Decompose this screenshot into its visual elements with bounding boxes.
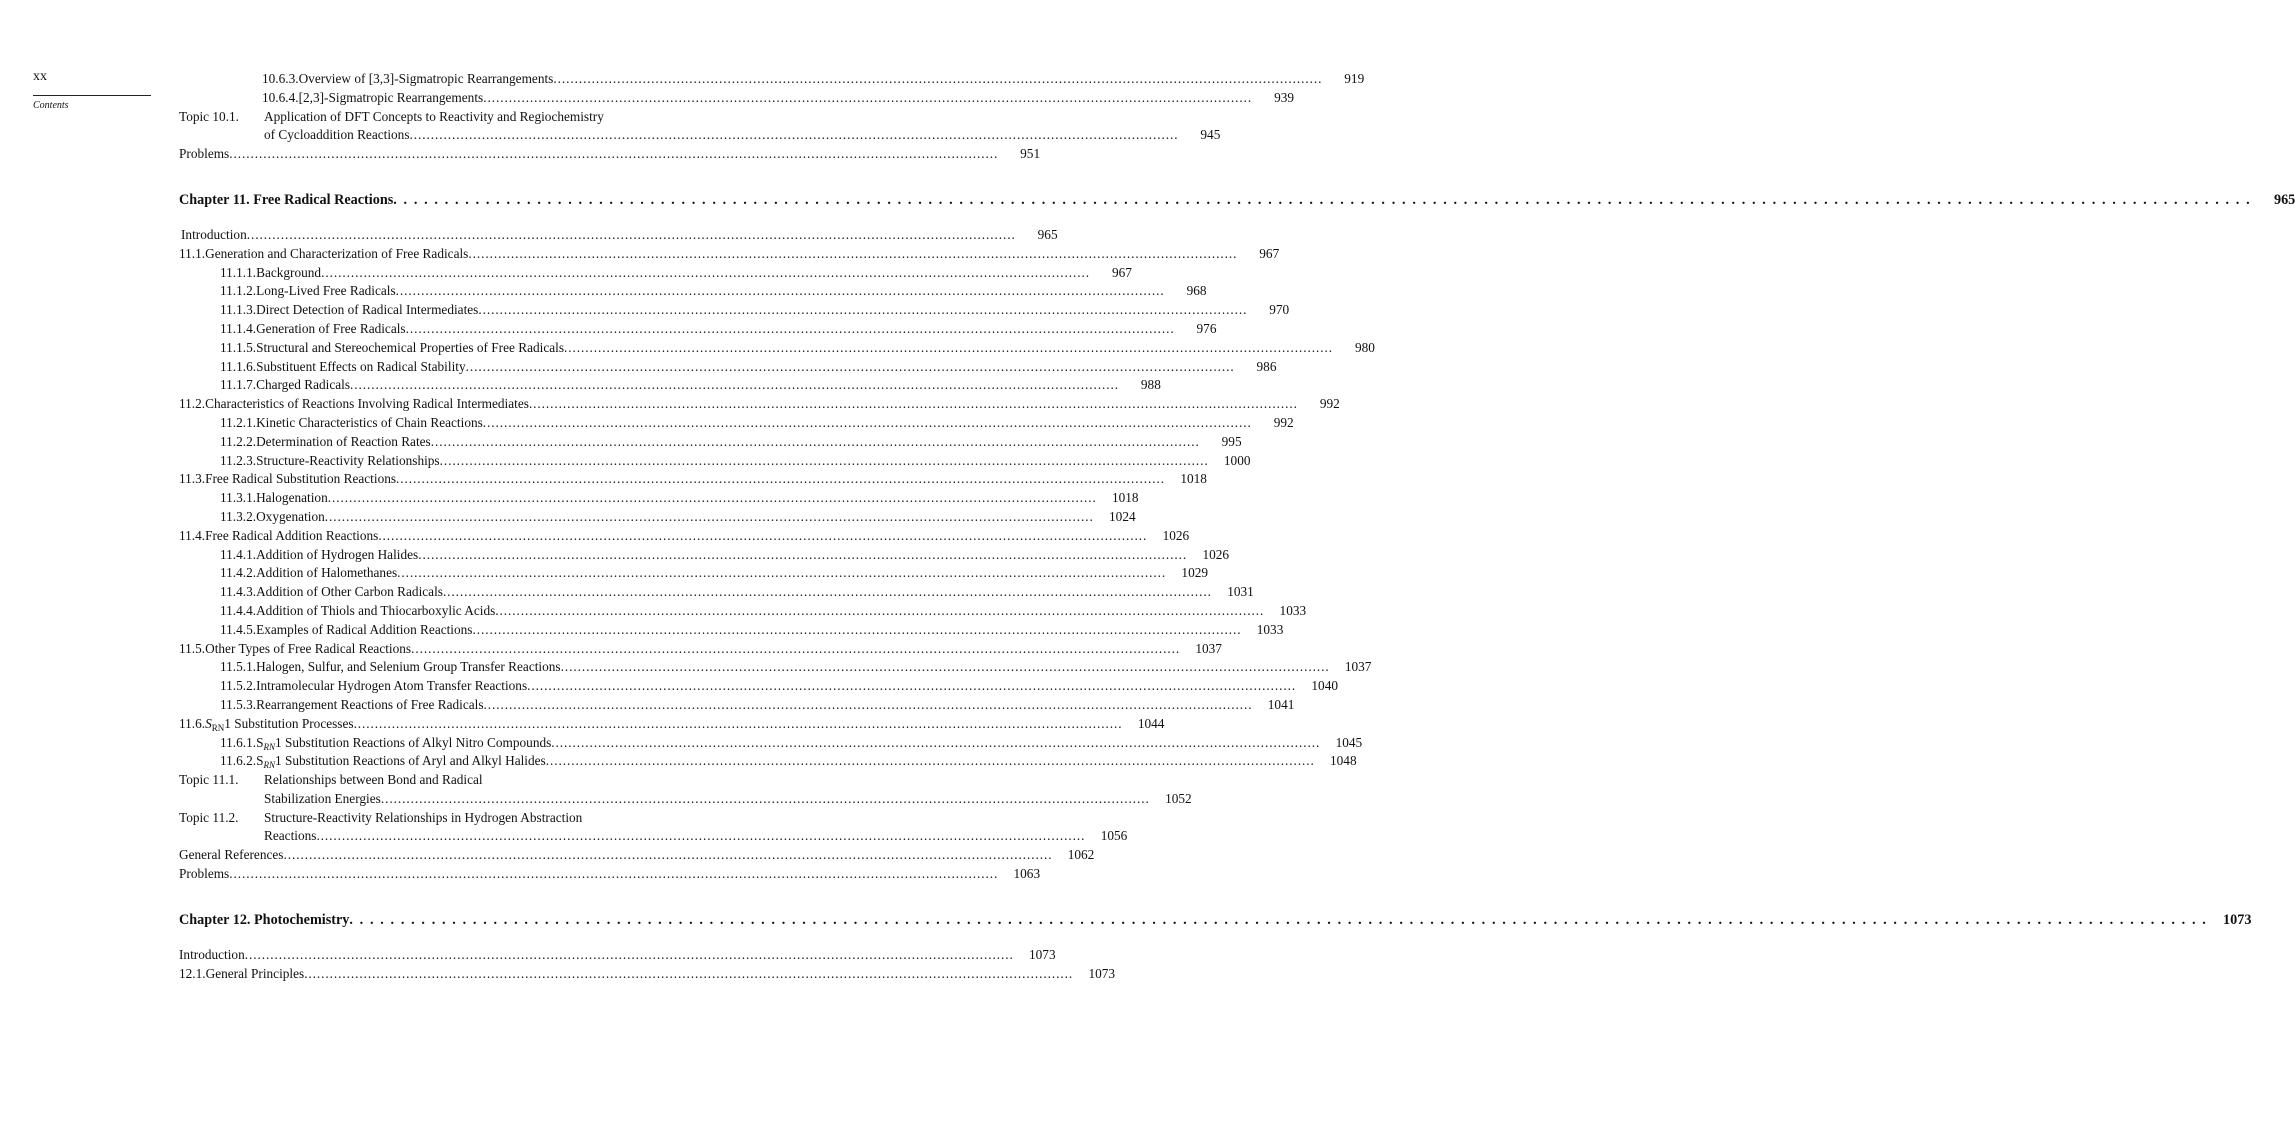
page-folio: xx xyxy=(33,69,47,84)
toc-general-references xyxy=(179,846,1095,865)
toc-title: [2,3]-Sigmatropic Rearrangements xyxy=(298,89,484,105)
toc-page: 1029 xyxy=(1181,565,1209,581)
toc-title: Reactions xyxy=(264,828,317,844)
toc-page: 1044 xyxy=(1137,715,1165,731)
toc-entry xyxy=(179,640,1222,659)
toc-entry-11-6 xyxy=(179,715,1165,734)
leader-dots xyxy=(406,320,1173,339)
toc-page: 1037 xyxy=(1195,640,1222,656)
toc-entry xyxy=(179,696,1295,715)
leader-dots xyxy=(468,245,1235,264)
toc-title: Other Types of Free Radical Reactions xyxy=(205,640,412,656)
toc-page: 988 xyxy=(1140,377,1161,393)
toc-num: 11.4.2. xyxy=(220,565,257,581)
leader-dots xyxy=(411,640,1178,659)
leader-dots xyxy=(325,508,1092,527)
toc-entry xyxy=(179,946,1056,965)
toc-page: 1048 xyxy=(1330,753,1357,769)
srn-s: S xyxy=(205,715,212,731)
toc-topic-11-2-line1 xyxy=(179,809,741,828)
leader-dots xyxy=(484,696,1251,715)
toc-title: Problems xyxy=(179,146,230,162)
toc-page: 1040 xyxy=(1311,678,1338,694)
toc-topic-11-1-line1 xyxy=(179,771,741,790)
toc-entry xyxy=(179,508,1136,527)
toc-title: Application of DFT Concepts to Reactivity and Regiochemistry xyxy=(264,108,604,124)
toc-entry-11-6-1 xyxy=(179,734,1363,753)
toc-num: 11.4.3. xyxy=(220,584,257,600)
toc-num: 11.1.6. xyxy=(220,358,257,374)
toc-title: Free Radical Addition Reactions xyxy=(205,527,379,543)
toc-entry xyxy=(179,527,1190,546)
toc-problems-11 xyxy=(179,865,1041,884)
toc-topic-10-1-line1 xyxy=(179,108,741,127)
toc-num: 11.3.2. xyxy=(220,508,257,524)
toc-num: 12.1. xyxy=(179,965,206,981)
toc-entry xyxy=(179,70,1365,89)
leader-dots xyxy=(561,658,1328,677)
toc-page: 992 xyxy=(1319,396,1340,412)
toc-page: 967 xyxy=(1259,245,1280,261)
toc-title: Overview of [3,3]-Sigmatropic Rearrangements xyxy=(298,71,554,86)
toc-num: 11.1.5. xyxy=(220,339,257,355)
toc-title: Generation and Characterization of Free Radicals xyxy=(205,245,469,261)
toc-page: 919 xyxy=(1344,71,1365,86)
srn-sub: RN xyxy=(211,722,225,733)
srn-rest: 1 Substitution Reactions of Alkyl Nitro Compounds xyxy=(275,734,552,750)
toc-num: 11.2.3. xyxy=(220,452,257,468)
leader-dots xyxy=(443,583,1210,602)
toc-num: 11.2.2. xyxy=(220,433,257,449)
toc-title xyxy=(256,752,546,771)
leader-dots xyxy=(396,470,1163,489)
srn-sub: RN xyxy=(263,760,275,771)
toc-entry-11-6-2 xyxy=(179,752,1357,771)
leader-dots xyxy=(245,946,1012,965)
toc-title: Addition of Other Carbon Radicals xyxy=(256,584,443,600)
toc-entry xyxy=(179,583,1254,602)
leader-dots xyxy=(247,226,1014,245)
leader-dots xyxy=(483,89,1250,108)
leader-dots xyxy=(410,126,1177,145)
toc-num: 11.5.2. xyxy=(220,678,257,694)
toc-num: 11.1.4. xyxy=(220,320,257,336)
toc-title: Structure-Reactivity Relationships in Hydrogen Abstraction xyxy=(264,809,583,825)
toc-title: Oxygenation xyxy=(256,508,325,524)
toc-page: 992 xyxy=(1273,414,1294,430)
srn-rest: 1 Substitution Reactions of Aryl and Alkyl Halides xyxy=(275,753,546,769)
toc-entry xyxy=(179,395,1340,414)
toc-num: 10.6.4. xyxy=(262,89,299,105)
leader-dots xyxy=(527,677,1294,696)
toc-chapter-11 xyxy=(179,190,2295,210)
toc-page: 1037 xyxy=(1344,659,1372,675)
leader-dots xyxy=(431,433,1198,452)
toc-title: General Principles xyxy=(205,965,305,981)
leader-dots xyxy=(551,734,1318,753)
toc-num: 11.6.1. xyxy=(220,734,257,750)
toc-num: 11.1.3. xyxy=(220,302,257,318)
toc-entry xyxy=(179,264,1132,283)
toc-title: Introduction xyxy=(181,226,247,242)
toc-title: Stabilization Energies xyxy=(264,790,381,806)
toc-page: 1026 xyxy=(1202,546,1230,562)
toc-entry xyxy=(179,489,1139,508)
toc-title: Background xyxy=(256,264,322,280)
toc-entry xyxy=(179,320,1217,339)
srn-s: S xyxy=(256,734,264,750)
toc-num: 11.6. xyxy=(179,715,206,731)
toc-entry xyxy=(179,965,1116,984)
leader-dots xyxy=(304,965,1071,984)
leader-dots xyxy=(396,282,1163,301)
toc-num: 11.4. xyxy=(179,527,206,543)
toc-entry xyxy=(179,602,1307,621)
toc-entry xyxy=(179,282,1207,301)
toc-page: 939 xyxy=(1274,89,1295,105)
toc-page: 1073 xyxy=(2223,912,2252,929)
leader-dots xyxy=(546,752,1313,771)
leader-dots xyxy=(495,602,1262,621)
toc-entry xyxy=(179,452,1251,471)
toc-entry xyxy=(179,89,1295,108)
toc-problems-10 xyxy=(179,145,1041,164)
toc-title: of Cycloaddition Reactions xyxy=(264,127,410,143)
toc-entry xyxy=(179,546,1230,565)
toc-title: Examples of Radical Addition Reactions xyxy=(256,621,473,637)
toc-title: Relationships between Bond and Radical xyxy=(264,772,483,788)
leader-dots xyxy=(350,376,1117,395)
toc-title: Halogen, Sulfur, and Selenium Group Transfer Reactions xyxy=(256,659,561,675)
srn-rest: 1 Substitution Processes xyxy=(224,715,354,731)
toc-title: General References xyxy=(179,847,284,863)
toc-entry xyxy=(179,301,1290,320)
toc-page: 945 xyxy=(1200,127,1221,143)
leader-dots xyxy=(328,489,1095,508)
leader-dots xyxy=(354,715,1121,734)
toc-page: 1031 xyxy=(1227,584,1254,600)
leader-dots xyxy=(283,846,1050,865)
toc-num: Topic 10.1. xyxy=(179,108,240,124)
toc-page: 986 xyxy=(1256,358,1277,374)
toc-num: 11.5.3. xyxy=(220,696,257,712)
toc-num: 11.1. xyxy=(179,245,206,261)
toc-title: Addition of Halomethanes xyxy=(256,565,398,581)
toc-page: 1033 xyxy=(1256,621,1284,637)
toc-entry xyxy=(179,433,1242,452)
leader-dots xyxy=(440,452,1207,471)
toc-title: Problems xyxy=(179,866,230,882)
srn-s: S xyxy=(256,753,264,769)
toc-page: 1000 xyxy=(1223,452,1251,468)
toc-num: Topic 11.1. xyxy=(179,772,239,788)
toc-num: 11.4.4. xyxy=(220,602,257,618)
srn-sub: RN xyxy=(263,741,275,752)
chapter-title: Chapter 12. Photochemistry xyxy=(179,912,350,929)
leader-dots xyxy=(472,621,1239,640)
toc-topic-11-2-line2 xyxy=(179,827,1128,846)
chapter-title: Chapter 11. Free Radical Reactions xyxy=(179,192,394,209)
toc-title: Halogenation xyxy=(256,490,328,506)
leader-dots xyxy=(321,264,1088,283)
leader-dots xyxy=(393,191,2251,210)
toc-title: Introduction xyxy=(179,946,245,962)
toc-title: Characteristics of Reactions Involving Radical Intermediates xyxy=(205,396,529,412)
leader-dots xyxy=(466,358,1233,377)
toc-page: 970 xyxy=(1269,302,1290,318)
toc-page: 1024 xyxy=(1109,508,1136,524)
toc-entry xyxy=(179,414,1294,433)
leader-dots xyxy=(553,70,1320,89)
toc-page: 1026 xyxy=(1162,527,1190,543)
toc-title: Determination of Reaction Rates xyxy=(256,433,431,449)
toc-prelist xyxy=(179,70,1365,108)
toc-title: Generation of Free Radicals xyxy=(256,320,406,336)
toc-title: Charged Radicals xyxy=(256,377,350,393)
toc-title: Long-Lived Free Radicals xyxy=(256,283,396,299)
toc-title xyxy=(205,715,353,734)
toc-title: Addition of Thiols and Thiocarboxylic Acids xyxy=(256,602,496,618)
toc-title: Intramolecular Hydrogen Atom Transfer Reactions xyxy=(256,678,528,694)
leader-dots xyxy=(483,414,1250,433)
toc-num: Topic 11.2. xyxy=(179,809,239,825)
toc-chapter-12 xyxy=(179,910,2252,930)
toc-num: 11.2. xyxy=(179,396,206,412)
toc-page: 980 xyxy=(1354,339,1375,355)
toc-num: 11.1.7. xyxy=(220,377,257,393)
toc-page: 967 xyxy=(1111,264,1132,280)
toc-num: 10.6.3. xyxy=(262,71,299,86)
toc-entry xyxy=(179,470,1207,489)
toc-num: 11.5.1. xyxy=(220,659,257,675)
toc-entry xyxy=(179,339,1375,358)
leader-dots xyxy=(564,339,1331,358)
toc-page: 1063 xyxy=(1013,866,1041,882)
toc-page: 965 xyxy=(1037,226,1058,242)
toc-page: 1073 xyxy=(1088,965,1116,981)
toc-num: 11.5. xyxy=(179,640,206,656)
toc-entry xyxy=(179,245,1280,264)
toc-page: 1073 xyxy=(1029,946,1056,962)
toc-num: 11.6.2. xyxy=(220,753,257,769)
toc-entry xyxy=(179,376,1161,395)
leader-dots xyxy=(349,911,2207,930)
leader-dots xyxy=(229,865,996,884)
toc-num: 11.2.1. xyxy=(220,414,257,430)
toc-topic-10-1-line2 xyxy=(179,126,1221,145)
toc-num: 11.1.1. xyxy=(220,264,257,280)
toc-entry xyxy=(179,658,1372,677)
toc-title: Free Radical Substitution Reactions xyxy=(205,471,397,487)
leader-dots xyxy=(478,301,1245,320)
leader-dots xyxy=(378,527,1145,546)
toc-num: 11.4.1. xyxy=(220,546,257,562)
toc-page: 1018 xyxy=(1180,471,1207,487)
toc-entry xyxy=(179,564,1209,583)
toc-num: 11.3. xyxy=(179,471,206,487)
leader-dots xyxy=(229,145,996,164)
leader-dots xyxy=(397,564,1164,583)
toc-num: 11.1.2. xyxy=(220,283,257,299)
toc-chapter-11-entries xyxy=(179,226,1375,715)
toc-page: 1056 xyxy=(1100,828,1128,844)
leader-dots xyxy=(418,546,1185,565)
header-rule xyxy=(33,95,151,96)
toc-num: 11.3.1. xyxy=(220,490,257,506)
toc-chapter-12-entries xyxy=(179,946,1116,984)
table-of-contents xyxy=(179,70,2295,983)
toc-entry xyxy=(179,226,1058,245)
toc-page: 1041 xyxy=(1267,696,1295,712)
toc-page: 1018 xyxy=(1111,490,1139,506)
toc-title: Addition of Hydrogen Halides xyxy=(256,546,419,562)
toc-page: 1062 xyxy=(1067,847,1095,863)
toc-topic-11-1-line2 xyxy=(179,790,1192,809)
toc-page: 965 xyxy=(2273,192,2295,209)
toc-title: Direct Detection of Radical Intermediates xyxy=(256,302,479,318)
toc-title: Substituent Effects on Radical Stability xyxy=(256,358,466,374)
leader-dots xyxy=(381,790,1148,809)
toc-entry xyxy=(179,621,1284,640)
toc-num: 11.4.5. xyxy=(220,621,257,637)
toc-page: 1045 xyxy=(1335,734,1363,750)
leader-dots xyxy=(316,827,1083,846)
toc-title: Kinetic Characteristics of Chain Reactions xyxy=(256,414,483,430)
toc-page: 951 xyxy=(1020,146,1041,162)
toc-page: 1052 xyxy=(1165,790,1192,806)
toc-page: 968 xyxy=(1186,283,1207,299)
toc-title: Rearrangement Reactions of Free Radicals xyxy=(256,696,484,712)
leader-dots xyxy=(529,395,1296,414)
toc-entry xyxy=(179,677,1338,696)
running-title: Contents xyxy=(33,100,69,111)
toc-entry xyxy=(179,358,1277,377)
toc-title: Structural and Stereochemical Properties of Free Radicals xyxy=(256,339,565,355)
toc-title: Structure-Reactivity Relationships xyxy=(256,452,440,468)
toc-page: 1033 xyxy=(1279,602,1307,618)
toc-page: 976 xyxy=(1196,320,1217,336)
toc-page: 995 xyxy=(1221,433,1242,449)
toc-title xyxy=(256,734,551,753)
